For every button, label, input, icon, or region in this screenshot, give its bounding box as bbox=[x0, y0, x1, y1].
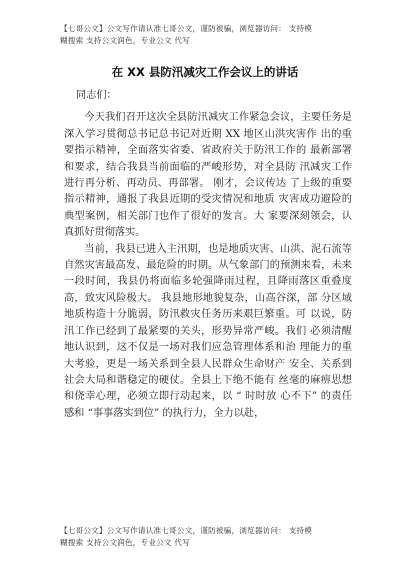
paragraph-2: 当前，我县已进入主汛期，也是地质灾害、山洪、泥石流等自然灾害最高发、最危险的时期。从气象部门的预测来看，未来一段时间，我县仍将面临多轮强降雨过程，且降雨落区重叠度高，致灾风险极大。 我县地形地貌复杂，山高谷深，部 分区域地质构造十分脆弱，防汛救灾任务历来艰巨繁重。可 以说，防汛工作已经到了最紧要的关头，形势异常严峻。我们 必须清醒地认识到，这不仅是一场对我们应急管理体系和治 理能力的重大考验，更是一场关系到全县人民群众生命财产 安全、关系到社会大局和谐稳定的硬仗。全县上下绝不能有 丝毫的麻痹思想和侥幸心理，必须立即行动起来，以 “ 时时放 心不下” 的责任感和 “事事落实到位” 的执行力，全力以赴， bbox=[64, 243, 352, 419]
paragraph-1: 今天我们召开这次全县防汛减灾工作紧急会议，主要任务是深入学习贯彻总书记总书记对近期 XX 地区山洪灾害作 出的重要指示精神，全面落实省委、省政府关于防汛工作的 最新部署和要求，结合我县当前面临的严峻形势，对全县防 汛减灾工作进行再分析、再动员、再部署。 刚才，会议传达 了上级的重要指示精神，通报了我县近期的受灾情况和地质 灾害成功避险的典型案例，相关部门也作了很好的发言。大 家要深刻领会，认真抓好贯彻落实。 bbox=[64, 112, 352, 239]
header-notice-line-1: 【七哥公文】公文写作请认准七哥公文，谨防被骗，浏览器访问： 支持模 bbox=[60, 24, 313, 33]
footer-notice-line-1: 【七哥公文】公文写作请认准七哥公文，谨防被骗，浏览器访问： 支持模 bbox=[60, 526, 313, 535]
speech-body bbox=[64, 88, 352, 422]
footer-notice-line-2: 糊搜索 支持公文润色，专业公文 代写 bbox=[60, 538, 190, 547]
header-notice-line-2: 糊搜索 支持公文润色，专业公文 代写 bbox=[60, 36, 190, 45]
salutation: 同志们： bbox=[76, 90, 117, 101]
page-title: 在 XX 县防汛减灾工作会议上的讲话 bbox=[111, 65, 299, 79]
